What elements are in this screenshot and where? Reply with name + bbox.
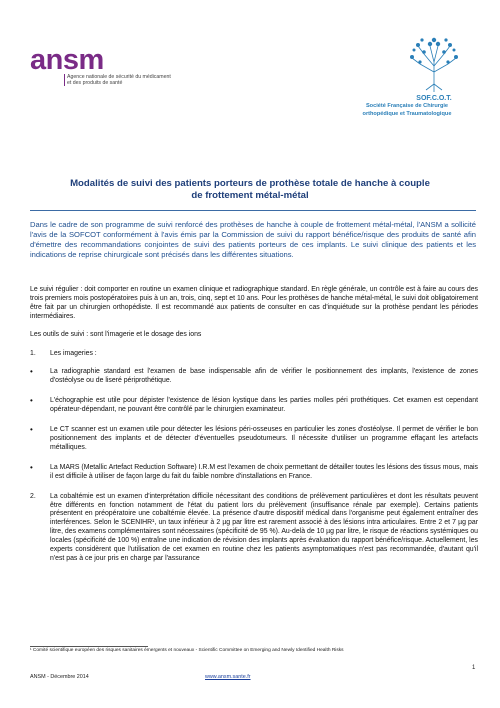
body-text bbox=[30, 286, 478, 564]
bullet-text: La radiographie standard est l'examen de base indispensable afin de vérifier le positionnement des implants, l'existence de zones d'ostéolyse ou de liseré périprothétique. bbox=[50, 368, 478, 385]
footnote: ¹ Comité scientifique européen des risques sanitaires émergents et nouveaux - Scientific Committee on Emerging and Newly Identified Health Risks bbox=[30, 648, 344, 653]
title-line-2: de frottement métal-métal bbox=[191, 190, 309, 201]
ansm-subtitle-line-1: Agence nationale de sécurité du médicament bbox=[67, 74, 171, 80]
footer-date: ANSM - Décembre 2014 bbox=[30, 674, 89, 680]
ansm-logo-text: ansm bbox=[30, 44, 104, 76]
bullet-text: La MARS (Metallic Artefact Reduction Software) I.R.M est l'examen de choix permettant de détailler toutes les lésions des tissus mous, mais il est difficile à utiliser de façon large du fait du faible nombre d'installations en France. bbox=[50, 463, 478, 480]
bullet-dot-icon: • bbox=[30, 462, 33, 472]
title-divider bbox=[30, 210, 476, 211]
bullet-item bbox=[30, 464, 478, 482]
bullet-text: Le CT scanner est un examen utile pour détecter les lésions péri-osseuses en particulier les zones d'ostéolyse. Il permet de vérifier le bon positionnement des implants et de détecter d'éventuelles pseudotumeurs. Il nécessite d'utiliser un programme effaçant les artefacts métalliques. bbox=[50, 426, 478, 451]
ansm-logo bbox=[30, 44, 180, 94]
item-label: Les imageries : bbox=[50, 349, 97, 357]
item-number: 1. bbox=[30, 349, 36, 357]
footer-url-link[interactable]: www.ansm.sante.fr bbox=[205, 674, 251, 680]
ansm-subtitle-line-2: et des produits de santé bbox=[67, 80, 123, 86]
item-number: 2. bbox=[30, 492, 36, 500]
bullet-item bbox=[30, 426, 478, 453]
bullet-item bbox=[30, 368, 478, 386]
page-number: 1 bbox=[472, 665, 476, 671]
bullet-dot-icon: • bbox=[30, 367, 33, 377]
bullet-item bbox=[30, 397, 478, 415]
bullet-dot-icon: • bbox=[30, 396, 33, 406]
sofcot-tagline-line-2: orthopédique et Traumatologique bbox=[362, 111, 452, 117]
ansm-logo-subtitle bbox=[64, 74, 187, 86]
sofcot-tagline bbox=[352, 102, 462, 118]
tools-line: Les outils de suivi : sont l'imagerie et le dosage des ions bbox=[30, 330, 202, 338]
intro-paragraph: Dans le cadre de son programme de suivi renforcé des prothèses de hanche à couple de frottement métal-métal, l'ANSM a sollicité l'avis de la SOFCOT conformément à l'avis émis par la Commission de suivi du rapport bénéfice/risque des produits de santé afin d'émettre des recommandations conjointes de suivi des patients porteurs de ces implants. Le suivi clinique des patients et les indications de reprise chirurgicale sont précisés dans les différentes situations. bbox=[30, 220, 476, 259]
footnote-divider bbox=[30, 646, 148, 647]
title-line-1: Modalités de suivi des patients porteurs de prothèse totale de hanche à couple bbox=[70, 178, 430, 189]
numbered-item-2 bbox=[30, 493, 478, 564]
numbered-item-1 bbox=[30, 350, 478, 359]
bullet-dot-icon: • bbox=[30, 425, 33, 435]
document-title bbox=[50, 178, 450, 202]
sofcot-logo-text: SOF.C.O.T. bbox=[416, 95, 452, 102]
sofcot-tree-logo bbox=[404, 32, 464, 102]
bullet-text: L'échographie est utile pour dépister l'existence de lésion kystique dans les parties molles péri prothétiques. Cet examen est cependant opérateur-dépendant, ne pouvant être contrôlé par le chirurgien examinateur. bbox=[50, 397, 478, 414]
item-text: La cobaltémie est un examen d'interprétation difficile nécessitant des conditions de prélèvement particulières et dont les résultats peuvent être différents en fonction notamment de l'état du patient lors du prélèvement (insuffisance rénale par exemple). Certains patients présentent en préopératoire une cobaltémie élevée. La présence d'autre dispositif médical dans l'organisme peut également entraîner des interférences. Selon le SCENIHR¹, un taux inférieur à 2 µg par litre est rarement associé à des lésions intra articulaires. Entre 2 et 7 µg par litre, des examens complémentaires sont nécessaires (spécificité de 95 %). Au-delà de 10 µg par litre, le risque de réactions systémiques ou locales (spécificité de 100 %) entraîne une indication de révision des implants après évaluation du rapport bénéfice/risque. Actuellement, les experts considèrent que l'utilisation de cet examen en routine chez les patients asymptomatiques n'est pas recommandée, d'autant qu'il n'est pas à ce jour pris en charge par l'assurance bbox=[50, 492, 478, 562]
sofcot-tagline-line-1: Société Française de Chirurgie bbox=[365, 103, 449, 109]
suivi-paragraph: Le suivi régulier : doit comporter en routine un examen clinique et radiographique standard. En règle générale, un contrôle est à faire au cours des trois premiers mois postopératoires puis à un an, trois, cinq, sept et 10 ans. Pour les prothèses de hanche métal-métal, le suivi doit obligatoirement être fait par un chirurgien orthopédiste. Il est recommandé aux patients de consulter en cas d'inquiétude sur la prothèse pendant les périodes intermédiaires. bbox=[30, 286, 478, 320]
